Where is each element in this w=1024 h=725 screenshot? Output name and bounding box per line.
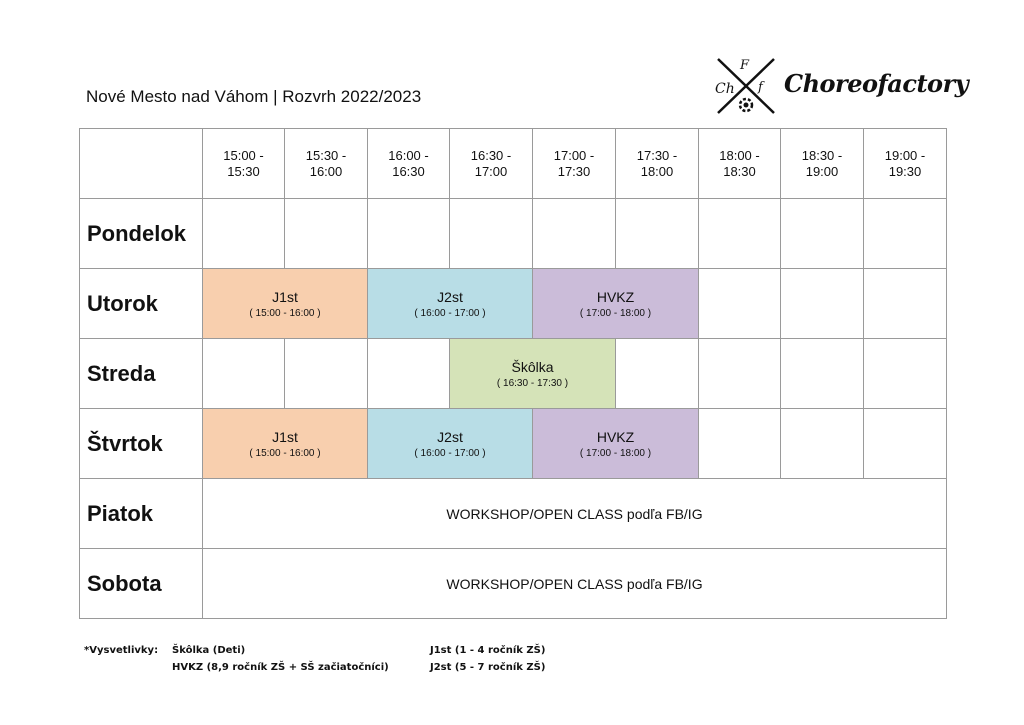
choreofactory-logo [712,55,969,117]
time-slot: 18:30 - 19:00 [781,129,864,199]
time-slot: 17:30 - 18:00 [616,129,699,199]
empty-slot [616,339,699,409]
workshop-cell: WORKSHOP/OPEN CLASS podľa FB/IG [203,549,947,619]
empty-slot [699,339,781,409]
corner-cell [80,129,203,199]
empty-slot [285,199,368,269]
day-label: Pondelok [80,199,203,269]
day-label: Utorok [80,269,203,339]
legend-column-left [172,642,389,676]
legend-label: *Vysvetlivky: [84,645,159,656]
empty-slot [864,339,947,409]
class-block-skolka: Škôlka ( 16:30 - 17:30 ) [450,339,616,409]
time-slot: 17:00 - 17:30 [533,129,616,199]
empty-slot [864,269,947,339]
day-label: Streda [80,339,203,409]
empty-slot [864,409,947,479]
day-row-stvrtok [80,409,947,479]
empty-slot [203,339,285,409]
svg-text:F: F [740,58,750,73]
empty-slot [203,199,285,269]
time-slot: 19:00 - 19:30 [864,129,947,199]
empty-slot [699,199,781,269]
time-slot: 15:30 - 16:00 [285,129,368,199]
legend-item: HVKZ (8,9 ročník ZŠ + SŠ začiatočníci) [172,662,389,673]
day-label: Štvrtok [80,409,203,479]
logo-monogram-icon [712,55,782,117]
legend-item: Škôlka (Deti) [172,645,246,656]
day-row-piatok [80,479,947,549]
day-row-pondelok [80,199,947,269]
day-label: Sobota [80,549,203,619]
legend-item: J1st (1 - 4 ročník ZŠ) [430,645,546,656]
page-title: Nové Mesto nad Váhom | Rozvrh 2022/2023 [86,87,422,106]
empty-slot [781,199,864,269]
empty-slot [450,199,533,269]
day-row-streda [80,339,947,409]
empty-slot [781,409,864,479]
class-block-j1st: J1st ( 15:00 - 16:00 ) [203,269,368,339]
empty-slot [864,199,947,269]
class-block-j1st: J1st ( 15:00 - 16:00 ) [203,409,368,479]
time-slot: 16:30 - 17:00 [450,129,533,199]
empty-slot [781,269,864,339]
day-label: Piatok [80,479,203,549]
legend-column-right [430,642,545,676]
empty-slot [699,409,781,479]
class-block-hvkz: HVKZ ( 17:00 - 18:00 ) [533,409,699,479]
time-header-row [80,129,947,199]
empty-slot [616,199,699,269]
schedule-table [79,128,947,619]
empty-slot [285,339,368,409]
svg-text:Ch: Ch [715,81,735,97]
time-slot: 18:00 - 18:30 [699,129,781,199]
day-row-utorok [80,269,947,339]
empty-slot [368,339,450,409]
class-block-hvkz: HVKZ ( 17:00 - 18:00 ) [533,269,699,339]
day-row-sobota [80,549,947,619]
empty-slot [368,199,450,269]
class-block-j2st: J2st ( 16:00 - 17:00 ) [368,269,533,339]
class-block-j2st: J2st ( 16:00 - 17:00 ) [368,409,533,479]
time-slot: 15:00 - 15:30 [203,129,285,199]
empty-slot [533,199,616,269]
logo-wordmark: Choreofactory [784,69,969,98]
legend-item: J2st (5 - 7 ročník ZŠ) [430,662,546,673]
svg-text:f: f [758,80,763,95]
time-slot: 16:00 - 16:30 [368,129,450,199]
empty-slot [781,339,864,409]
empty-slot [699,269,781,339]
workshop-cell: WORKSHOP/OPEN CLASS podľa FB/IG [203,479,947,549]
